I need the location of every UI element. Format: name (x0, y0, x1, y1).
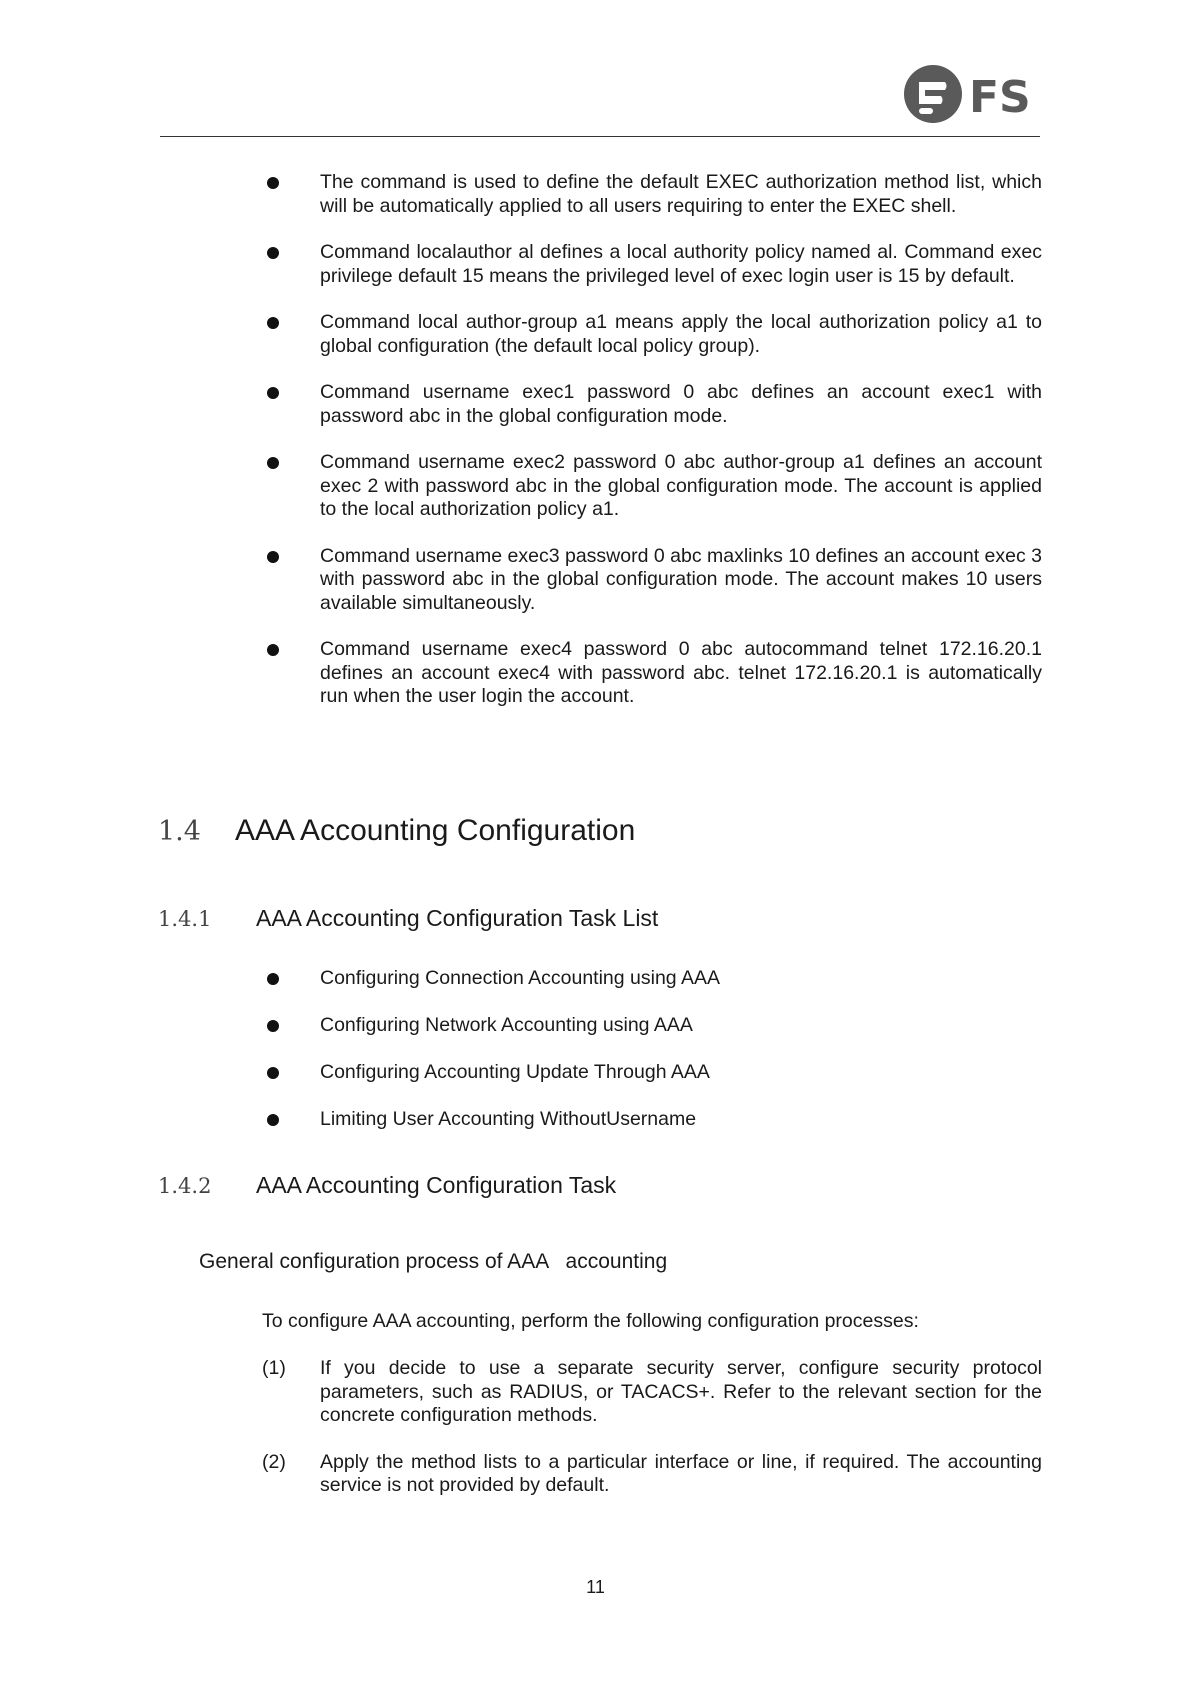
intro-bullet-list (262, 171, 1042, 732)
list-item: The command is used to define the default EXEC authorization method list, which will be automatically applied to all users requiring to enter the EXEC shell. (262, 171, 1042, 218)
step-number: (1) (262, 1357, 286, 1379)
bullet-icon (267, 973, 279, 985)
list-item: Configuring Accounting Update Through AAA (262, 1061, 1042, 1085)
list-item: Command username exec3 password 0 abc maxlinks 10 defines an account exec 3 with password abc in the global configuration mode. The account makes 10 users available simultaneously. (262, 545, 1042, 616)
list-item: Configuring Network Accounting using AAA (262, 1014, 1042, 1038)
list-item: Command local author-group a1 means apply the local authorization policy a1 to global configuration (the default local policy group). (262, 311, 1042, 358)
process-steps-list (262, 1357, 1042, 1521)
bullet-icon (267, 1067, 279, 1079)
list-item: Configuring Connection Accounting using AAA (262, 967, 1042, 991)
task-bullet-list (262, 967, 1042, 1155)
bullet-icon (267, 457, 279, 469)
list-item: Command username exec2 password 0 abc author-group a1 defines an account exec 2 with password abc in the global configuration mode. The account is applied to the local authorization policy a1. (262, 451, 1042, 522)
bullet-icon (267, 317, 279, 329)
subsection-title: AAA Accounting Configuration Task List (256, 905, 659, 931)
page-number: 11 (586, 1577, 605, 1597)
fs-logo (903, 62, 1033, 126)
list-item: Command username exec1 password 0 abc defines an account exec1 with password abc in the global configuration mode. (262, 381, 1042, 428)
bullet-icon (267, 551, 279, 563)
list-item: Limiting User Accounting WithoutUsername (262, 1108, 1042, 1132)
section-title: AAA Accounting Configuration (235, 814, 636, 847)
subsection-number: 1.4.1 (158, 907, 212, 931)
step-text: Apply the method lists to a particular interface or line, if required. The accounting service is not provided by default. (320, 1450, 1042, 1496)
general-process-intro: To configure AAA accounting, perform the following configuration processes: (262, 1310, 919, 1332)
list-item: Command localauthor al defines a local authority policy named al. Command exec privilege default 15 means the privileged level of exec login user is 15 by default. (262, 241, 1042, 288)
bullet-icon (267, 1020, 279, 1032)
section-number: 1.4 (158, 816, 201, 847)
bullet-icon (267, 1114, 279, 1126)
list-item: Command username exec4 password 0 abc autocommand telnet 172.16.20.1 defines an account exec4 with password abc. telnet 172.16.20.1 is automatically run when the user login the account. (262, 638, 1042, 709)
logo-text: FS (969, 72, 1031, 123)
header-divider (160, 136, 1040, 137)
step-number: (2) (262, 1450, 286, 1473)
subsection-heading-task (158, 1172, 616, 1199)
bullet-icon (267, 177, 279, 189)
subsection-heading-task-list (158, 905, 658, 932)
general-process-heading: General configuration process of AAA accounting (199, 1250, 668, 1273)
list-item (262, 1357, 1042, 1428)
list-item (262, 1451, 1042, 1498)
fs-logo-icon (903, 62, 1033, 126)
subsection-title: AAA Accounting Configuration Task (256, 1172, 617, 1198)
section-heading (158, 814, 635, 848)
step-text: If you decide to use a separate security server, configure security protocol parameters, such as RADIUS, or TACACS+. Refer to the relevant section for the concrete configuration methods. (320, 1357, 1042, 1426)
subsection-number: 1.4.2 (158, 1174, 212, 1198)
bullet-icon (267, 644, 279, 656)
bullet-icon (267, 387, 279, 399)
bullet-icon (267, 247, 279, 259)
